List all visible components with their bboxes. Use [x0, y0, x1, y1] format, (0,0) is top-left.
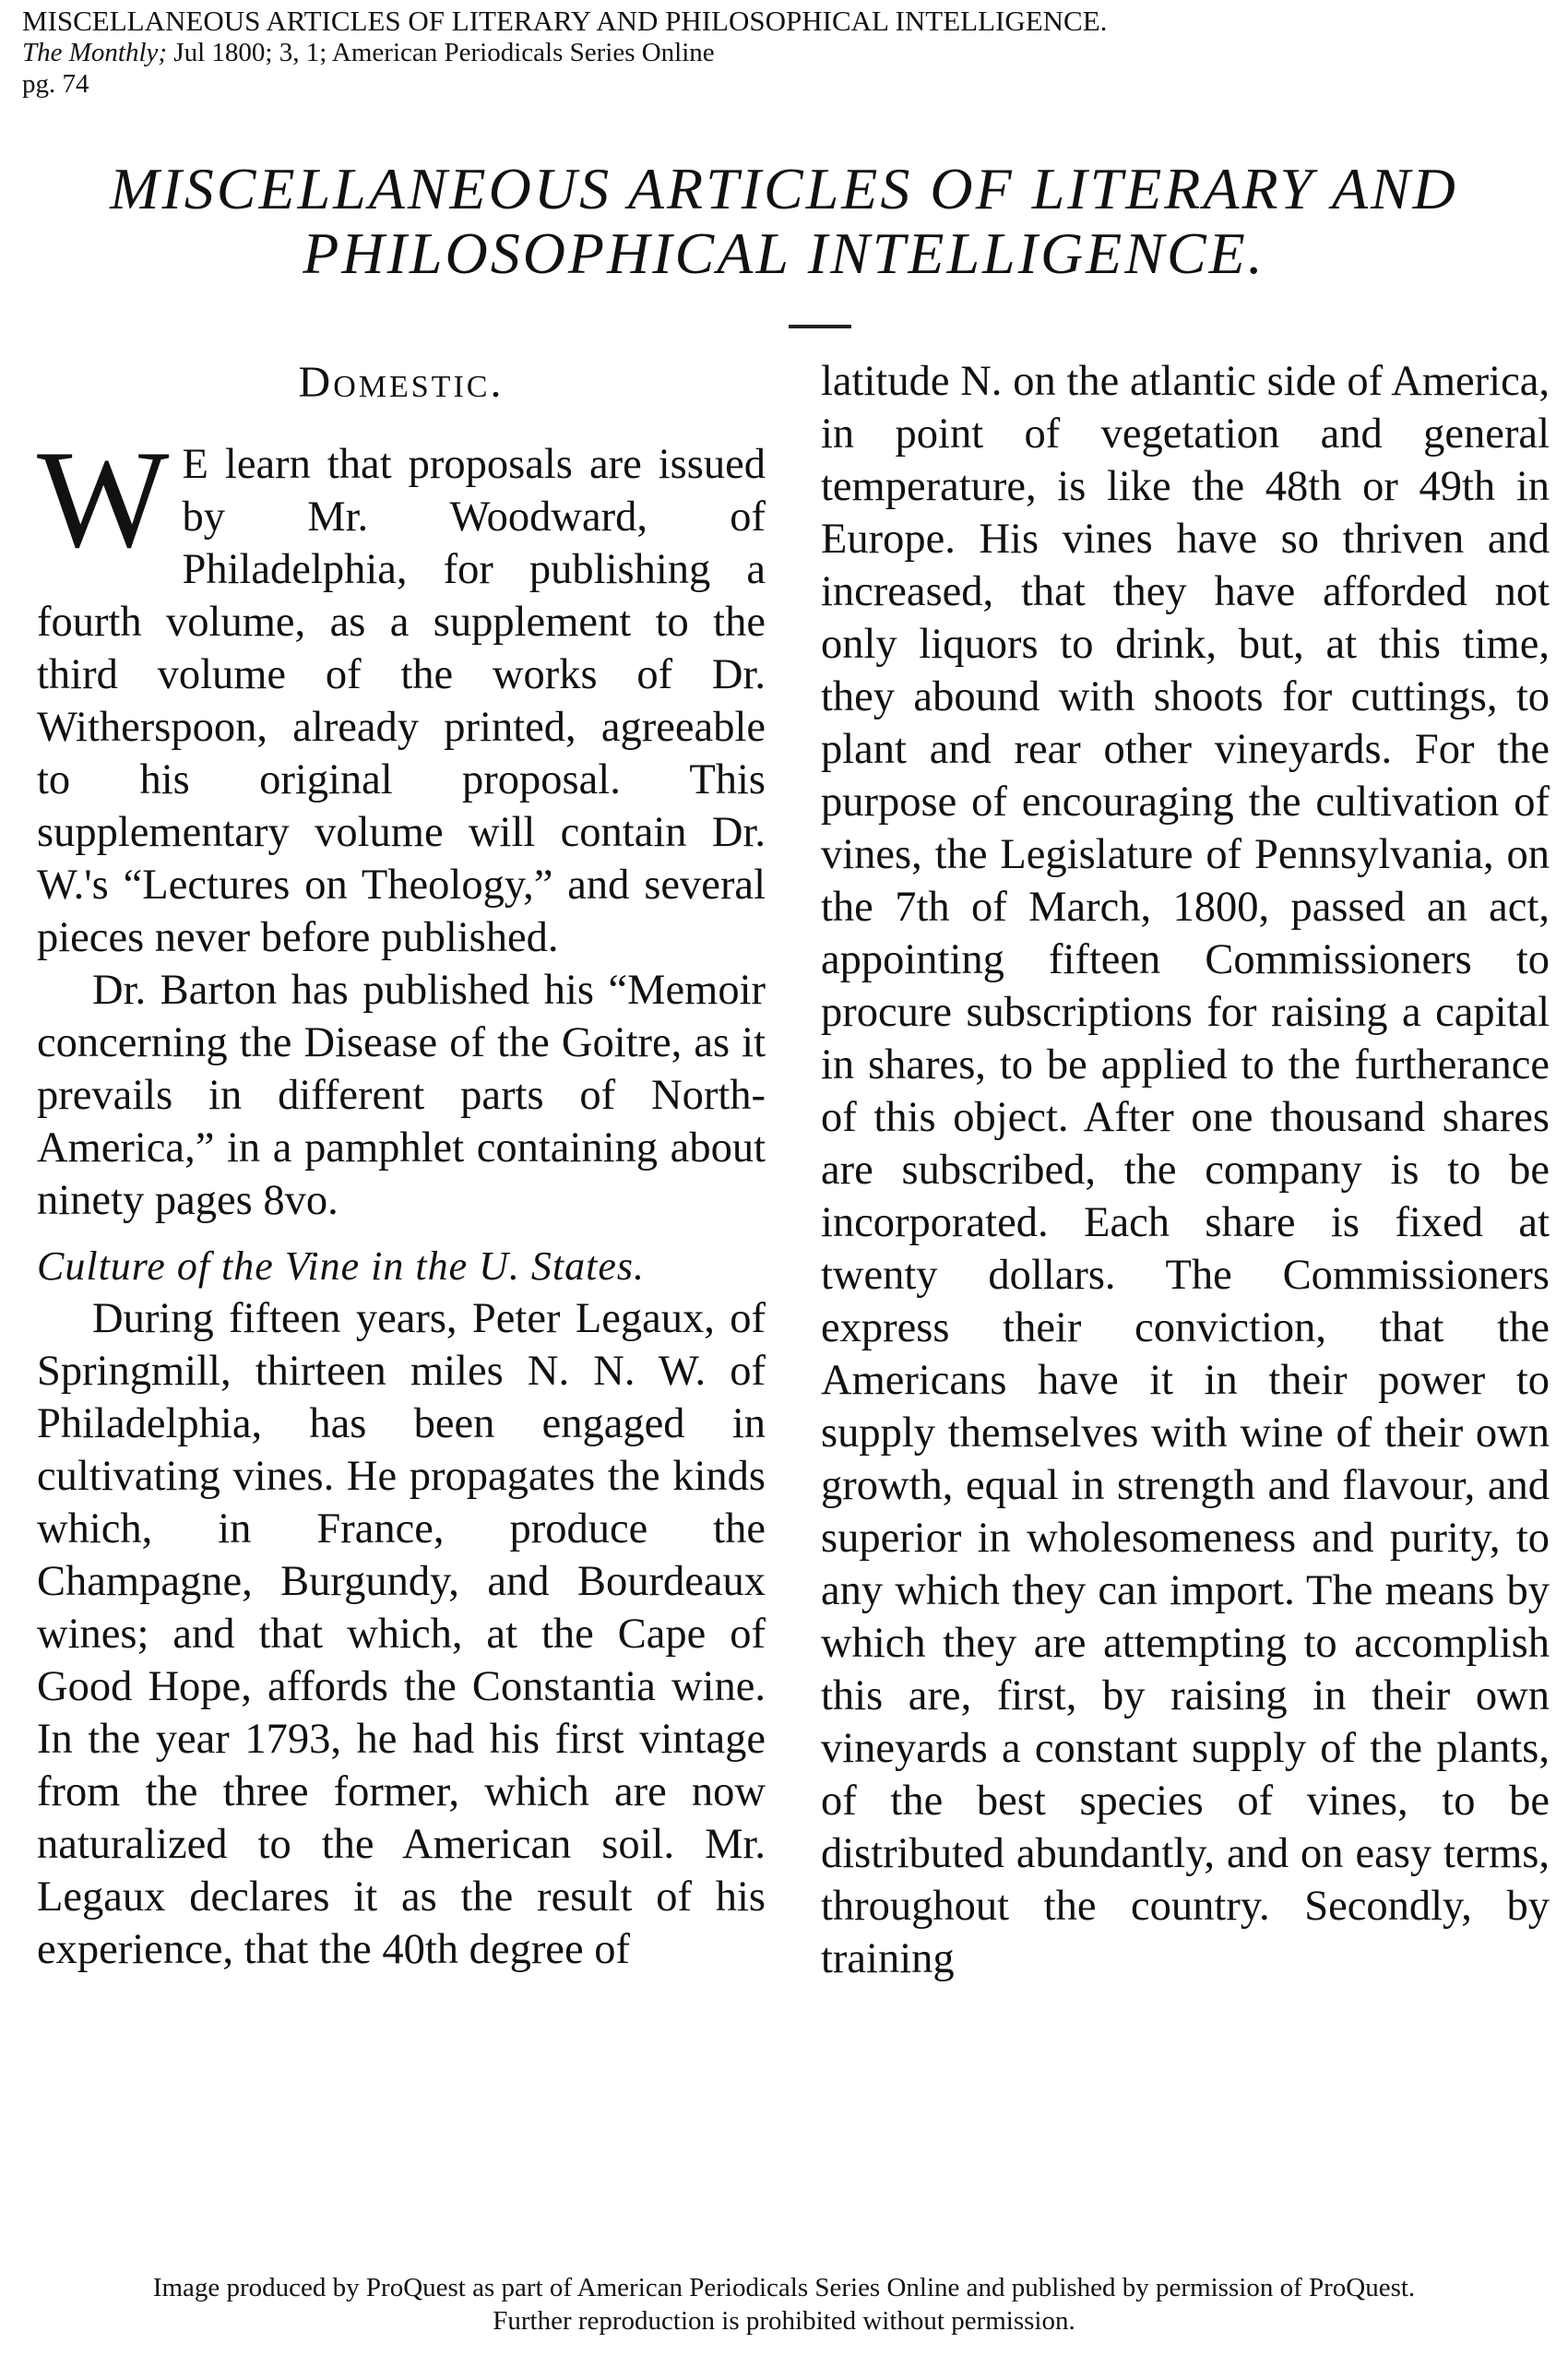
drop-cap: W	[37, 422, 170, 577]
footer-line2: Further reproduction is prohibited without permission.	[493, 2306, 1075, 2336]
header-page: pg. 74	[22, 69, 89, 99]
header-source	[22, 37, 1535, 68]
document-header	[22, 6, 1535, 100]
subheading-vine: Culture of the Vine in the U. States.	[37, 1243, 646, 1289]
article-title	[37, 157, 1531, 286]
copyright-footer	[0, 2271, 1568, 2337]
paragraph-barton: Dr. Barton has published his “Memoir concerning the Disease of the Goitre, as it prevails in different parts of North-America,” in a pamphlet containing about ninety pages 8vo.	[37, 967, 766, 1224]
paragraph-latitude: latitude N. on the atlantic side of America, in point of vegetation and general temperature, is like the 48th or 49th in Europe. His vines have so thriven and increased, that they have afforded not only liquors to drink, but, at this time, they abound with shoots for cuttings, to plant and rear other vineyards. For the purpose of encouraging the cultivation of vines, the Legislature of Pennsylvania, on the 7th of March, 1800, passed an act, appointing fifteen Commissioners to procure subscriptions for raising a capital in shares, to be applied to the furtherance of this object. After one thousand shares are subscribed, the company is to be incorporated. Each share is fixed at twenty dollars. The Commissioners express their conviction, that the Americans have it in their power to supply themselves with wine of their own growth, equal in strength and flavour, and superior in wholesomeness and purity, to any which they can import. The means by which they are attempting to accomplish this are, first, by raising in their own vineyards a constant supply of the plants, of the best species of vines, to be distributed abundantly, and on easy terms, throughout the country. Secondly, by training	[821, 358, 1550, 1982]
column-left	[37, 355, 766, 1976]
header-title: MISCELLANEOUS ARTICLES OF LITERARY AND PHILOSOPHICAL INTELLIGENCE.	[22, 5, 1108, 37]
article-title-line2: PHILOSOPHICAL INTELLIGENCE.	[303, 220, 1265, 286]
article-title-line1: MISCELLANEOUS ARTICLES OF LITERARY AND	[110, 156, 1458, 221]
paragraph-legaux: During fifteen years, Peter Legaux, of Springmill, thirteen miles N. N. W. of Philadelphia, has been engaged in cultivating vines. He propagates the kinds which, in France, produce the Champagne, Burgundy, and Bourdeaux wines; and that which, at the Cape of Good Hope, affords the Constantia wine. In the year 1793, he had his first vintage from the three former, which are now naturalized to the American soil. Mr. Legaux declares it as the result of his experience, that the 40th degree of	[37, 1295, 766, 1973]
section-heading: Domestic.	[298, 358, 505, 407]
title-rule	[789, 325, 851, 328]
footer-line1: Image produced by ProQuest as part of American Periodicals Series Online and published by permission of ProQuest.	[152, 2273, 1416, 2302]
paragraph-woodward	[37, 422, 766, 964]
header-magazine: The Monthly;	[22, 38, 168, 67]
paragraph-woodward-text: E learn that proposals are issued by Mr. Woodward, of Philadelphia, for publishing a fourth volume, as a supplement to the third volume of the works of Dr. Witherspoon, already printed, agreeable to his original proposal. This supplementary volume will contain Dr. W.'s “Lectures on Theology,” and several pieces never before published.	[37, 441, 766, 961]
header-citation: Jul 1800; 3, 1; American Periodicals Series Online	[167, 38, 715, 67]
column-right	[821, 355, 1550, 1985]
